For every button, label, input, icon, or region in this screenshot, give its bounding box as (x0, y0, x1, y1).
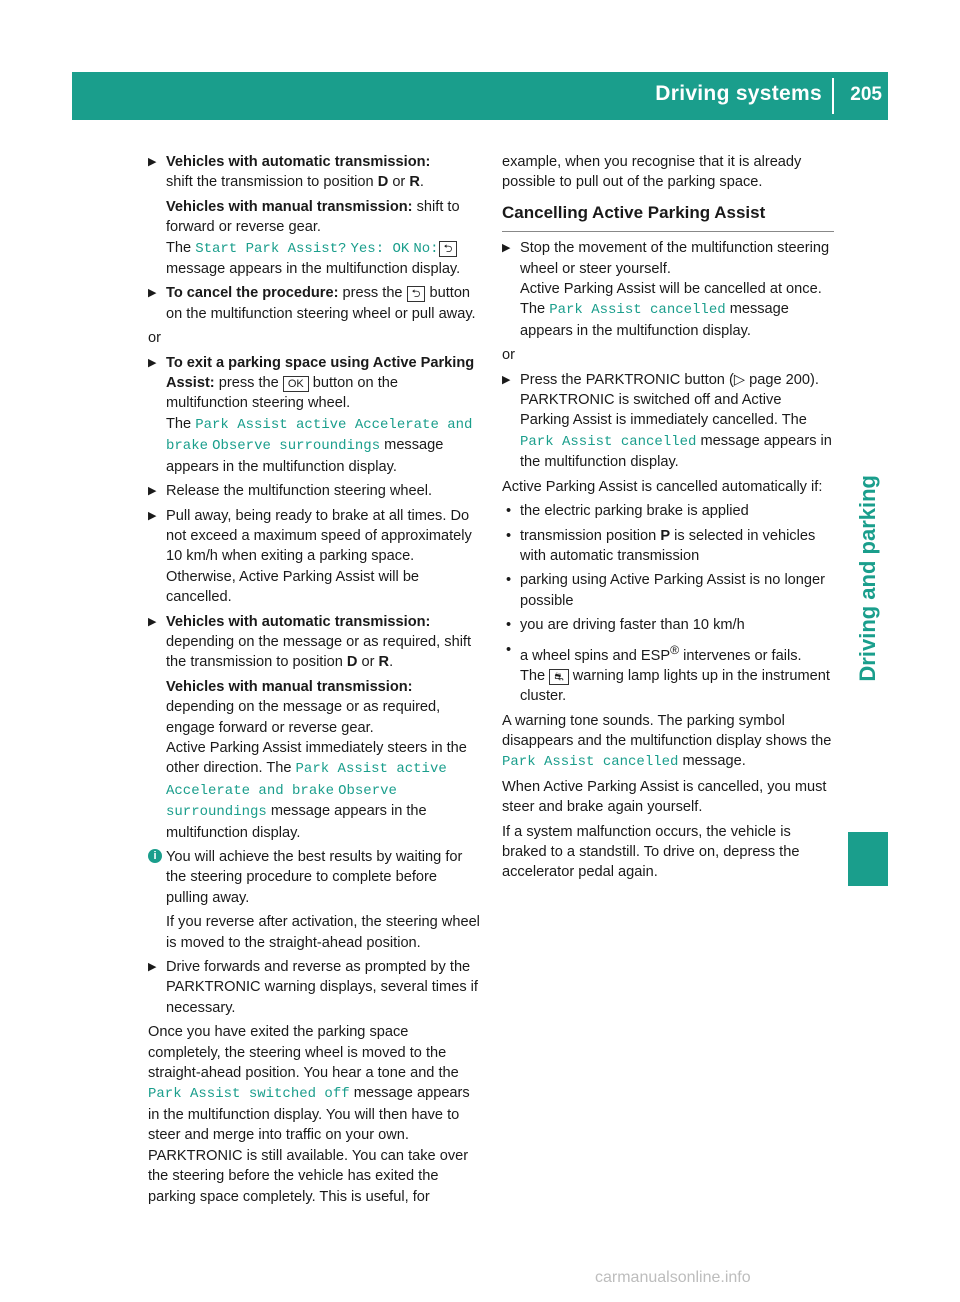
step-title: Vehicles with automatic transmission: (166, 613, 431, 630)
step-item (148, 612, 480, 843)
paragraph-text: A warning tone sounds. The parking symbol disappears and the multifunction display shows the (502, 712, 832, 750)
step-text: . (419, 174, 424, 191)
step-item (148, 957, 480, 1018)
step-title: Vehicles with manual transmission: (166, 678, 413, 695)
paragraph: If a system malfunction occurs, the vehicle is braked to a standstill. To drive on, depress the accelerator pedal again. (502, 823, 800, 881)
gear-r: R (378, 654, 390, 671)
skidding-car-warning-icon: ⛐ (549, 669, 569, 685)
paragraph-text: message appears in the multifunction display. You will then have to steer and merge into traffic on your own. PARKTRONIC is still available. You can take over the steering before the vehicle has exited the parking space completely. This is useful, for (148, 1085, 470, 1205)
bullet-text: is selected in vehicles with automatic transmission (520, 527, 816, 564)
step-text: The (166, 415, 196, 432)
step-item (502, 238, 834, 341)
step-text: Stop the movement of the multifunction steering wheel or steer yourself. (520, 240, 830, 277)
bullet-icon: • (506, 503, 512, 520)
step-item (148, 353, 480, 477)
gear-d: D (346, 654, 358, 671)
paragraph: example, when you recognise that it is already possible to pull out of the parking space. (502, 154, 802, 191)
step-text: message appears in the multifunction display. (520, 301, 789, 339)
bullet-text: you are driving faster than 10 km/h (520, 617, 745, 634)
gear-p: P (660, 527, 671, 544)
display-message: Observe surroundings (166, 782, 397, 821)
back-button-icon: ⮌ (407, 286, 426, 302)
step-text: The (166, 239, 196, 256)
step-text: button on the multifunction steering wheel. (166, 375, 398, 412)
arrow-right-icon: ▶ (148, 961, 157, 974)
bullet-item (502, 570, 834, 611)
bullet-text: a wheel spins and ESP (520, 647, 671, 664)
step-text: Press the PARKTRONIC button ( (520, 371, 734, 388)
display-message: No: (413, 240, 439, 257)
info-icon: i (148, 849, 162, 863)
back-button-icon: ⮌ (439, 241, 458, 257)
left-column (148, 152, 480, 1211)
display-message: Yes: OK (350, 240, 410, 257)
registered-mark: ® (670, 642, 680, 657)
step-text: or (388, 174, 410, 191)
right-column (502, 152, 834, 887)
chapter-label-text: Driving and parking (854, 475, 880, 682)
step-text: Drive forwards and reverse as prompted by the PARKTRONIC warning displays, several times if necessary. (166, 959, 478, 1016)
step-text: ). PARKTRONIC is switched off and Active Parking Assist is immediately cancelled. The (520, 371, 819, 429)
header-divider (832, 78, 834, 114)
display-message: Park Assist active Accelerate and brake (166, 416, 473, 455)
bullet-text: the electric parking brake is applied (520, 503, 749, 520)
page-reference-link[interactable]: ▷ page 200 (733, 371, 810, 388)
paragraph-text: Once you have exited the parking space completely, the steering wheel is moved to the straight-ahead position. You hear a tone and the (148, 1024, 459, 1082)
bullet-text: parking using Active Parking Assist is no longer possible (520, 572, 826, 609)
step-text: . (389, 654, 394, 671)
chapter-side-label (853, 475, 883, 682)
paragraph-text: message. (678, 753, 746, 770)
gear-r: R (409, 174, 420, 191)
step-text: button on the multifunction steering wheel or pull away. (166, 285, 476, 322)
arrow-right-icon: ▶ (148, 509, 157, 522)
step-item (502, 370, 834, 473)
paragraph (502, 711, 834, 773)
step-text: depending on the message or as required, shift the transmission to position (166, 633, 472, 671)
display-message: Observe surroundings (212, 438, 381, 455)
bullet-item (502, 526, 834, 567)
display-message: Park Assist cancelled (549, 302, 726, 319)
step-text: press the (338, 285, 407, 302)
bullet-icon: • (506, 572, 512, 589)
step-title: To exit a parking space using Active Parking Assist: (166, 354, 475, 392)
section-heading: Cancelling Active Parking Assist (502, 203, 834, 232)
display-message: Park Assist cancelled (502, 754, 679, 771)
bullet-icon: • (506, 527, 512, 544)
step-text: Release the multifunction steering wheel. (166, 483, 433, 500)
arrow-right-icon: ▶ (502, 373, 511, 386)
info-note (148, 847, 480, 953)
or-text: or (148, 330, 161, 347)
bullet-text: warning lamp lights up in the instrument cluster. (520, 667, 830, 705)
paragraph (148, 1022, 480, 1207)
or-text: or (502, 347, 515, 364)
chapter-tab-marker (848, 832, 888, 886)
step-title: To cancel the procedure: (166, 285, 339, 302)
info-text: If you reverse after activation, the steering wheel is moved to the straight-ahead position. (166, 914, 480, 951)
paragraph: Active Parking Assist is cancelled automatically if: (502, 478, 823, 495)
step-item (148, 481, 480, 501)
step-text: message appears in the multifunction display. (166, 261, 461, 278)
bullet-icon: • (506, 617, 512, 634)
arrow-right-icon: ▶ (148, 615, 157, 628)
step-text: or (357, 654, 379, 671)
step-text: shift to forward or reverse gear. (166, 198, 460, 236)
bullet-text: transmission position (520, 527, 661, 544)
display-message: Park Assist active Accelerate and brake (166, 761, 447, 799)
page-number: 205 (850, 84, 882, 105)
page-header (72, 72, 888, 120)
display-message: Start Park Assist? (195, 240, 347, 257)
bullet-item (502, 501, 834, 521)
arrow-right-icon: ▶ (148, 287, 157, 300)
step-text: Pull away, being ready to brake at all times. Do not exceed a maximum speed of approximately 10 km/h when exiting a parking space. Otherwise, Active Parking Assist will be cancelled. (166, 507, 472, 606)
bullet-text: The (520, 667, 550, 684)
display-message: Park Assist switched off (148, 1086, 350, 1103)
arrow-right-icon: ▶ (148, 485, 157, 498)
arrow-right-icon: ▶ (502, 242, 511, 255)
arrow-right-icon: ▶ (148, 156, 157, 168)
arrow-right-icon: ▶ (148, 356, 157, 369)
paragraph: When Active Parking Assist is cancelled, you must steer and brake again yourself. (502, 778, 827, 816)
step-item (148, 152, 480, 279)
bullet-item (502, 640, 834, 707)
step-item (148, 506, 480, 608)
bullet-icon: • (506, 641, 512, 658)
watermark: carmanualsonline.info (595, 1269, 751, 1286)
step-text: message appears in the multifunction display. (166, 437, 444, 475)
step-title: Vehicles with manual transmission: (166, 198, 413, 215)
step-text: Active Parking Assist immediately steers in the other direction. The (166, 739, 467, 777)
step-text: message appears in the multifunction display. (520, 432, 832, 471)
section-title: Driving systems (655, 82, 822, 105)
ok-button-icon: OK (283, 376, 309, 392)
step-text: shift the transmission to position (166, 174, 378, 191)
gear-d: D (377, 174, 389, 191)
step-item (148, 283, 480, 324)
step-title: Vehicles with automatic transmission: (166, 154, 431, 170)
bullet-item (502, 615, 834, 635)
info-text: You will achieve the best results by waiting for the steering procedure to complete before pulling away. (166, 849, 463, 906)
step-text: depending on the message or as required, engage forward or reverse gear. (166, 699, 441, 736)
bullet-text: intervenes or fails. (679, 647, 802, 664)
step-text: Active Parking Assist will be cancelled at once. The (520, 281, 822, 318)
step-text: message appears in the multifunction display. (166, 803, 427, 841)
step-text: press the (214, 375, 283, 392)
display-message: Park Assist cancelled (520, 433, 697, 450)
